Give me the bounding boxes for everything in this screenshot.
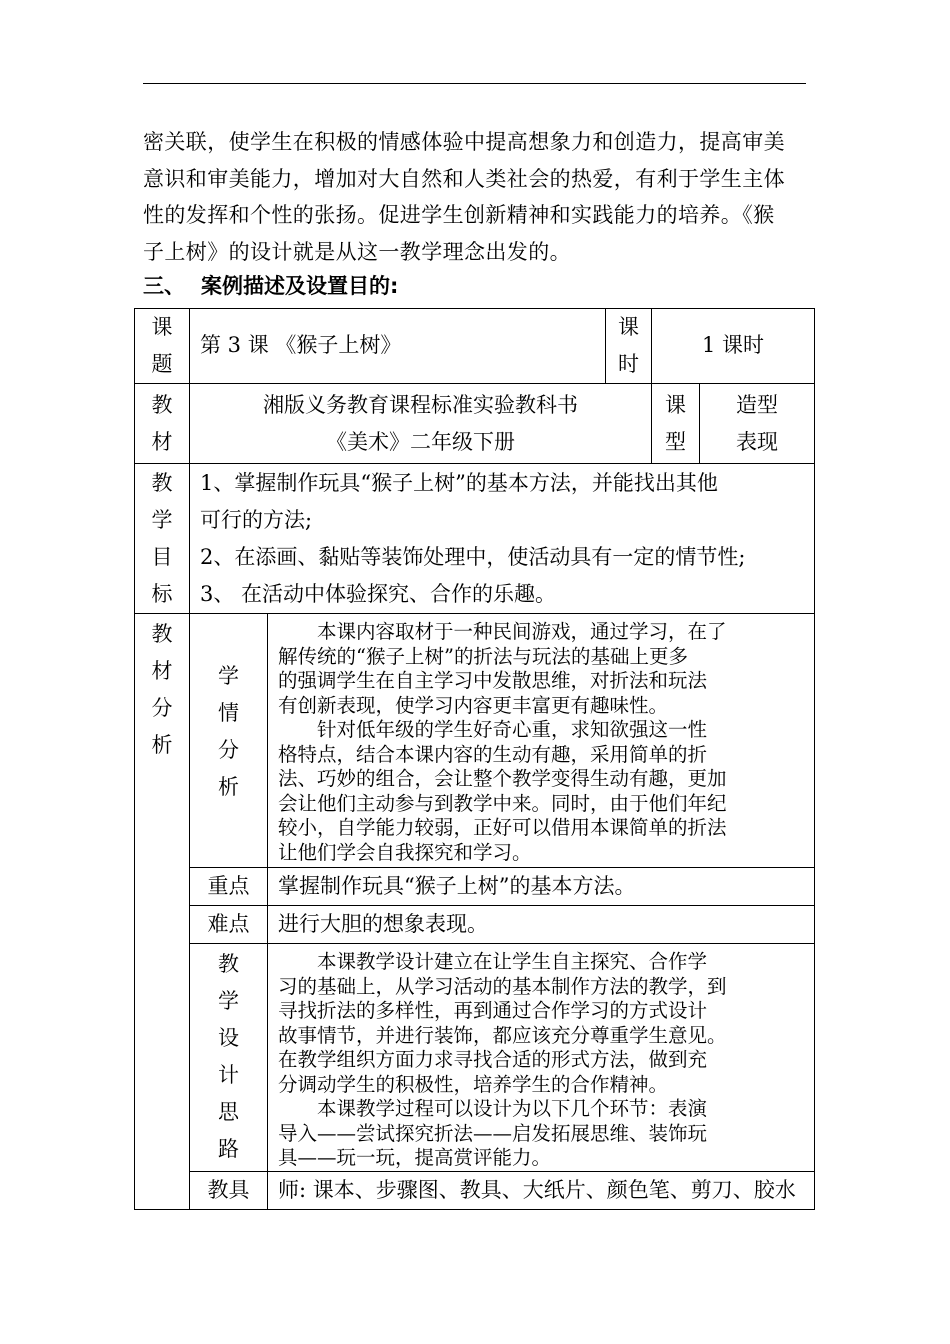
intro-line: 子上树》的设计就是从这一教学理念出发的。: [143, 239, 571, 264]
goal-line: 1、掌握制作玩具“猴子上树”的基本方法，并能找出其他: [200, 470, 718, 495]
row-material: [135, 384, 815, 464]
goal-line: 2、在添画、黏贴等装饰处理中，使活动具有一定的情节性;: [200, 544, 746, 569]
learner-line: 格特点，结合本课内容的生动有趣，采用简单的折: [278, 742, 708, 766]
lesson-label: 课题: [135, 309, 190, 384]
row-lesson: [135, 309, 815, 384]
key-value: 掌握制作玩具“猴子上树”的基本方法。: [268, 868, 815, 906]
goals-value: [190, 464, 815, 614]
material-line-2: 《美术》二年级下册: [326, 429, 515, 454]
design-line: 寻找折法的多样性，再到通过合作学习的方式设计: [278, 999, 708, 1022]
learner-line: 法、巧妙的组合，会让整个教学变得生动有趣，更加: [278, 767, 727, 790]
intro-paragraph: [143, 124, 806, 270]
row-key: [135, 868, 815, 906]
material-label: 教材: [135, 384, 190, 464]
learner-line: 解传统的“猴子上树”的折法与玩法的基础上更多: [278, 644, 688, 668]
type-value: 造型表现: [700, 384, 815, 464]
row-learner: [135, 614, 815, 868]
design-text: [268, 944, 815, 1172]
learner-line: 让他们学会自我探究和学习。: [278, 840, 532, 864]
design-line: 在教学组织方面力求寻找合适的形式方法，做到充: [278, 1048, 708, 1071]
material-value: [190, 384, 652, 464]
design-line: 本课教学过程可以设计为以下几个环节：表演: [317, 1097, 708, 1120]
design-line: 导入——尝试探究折法——启发拓展思维、装饰玩: [278, 1121, 708, 1145]
learner-line: 本课内容取材于一种民间游戏，通过学习，在了: [317, 620, 727, 643]
hour-value: 1 课时: [652, 309, 815, 384]
type-label: 课型: [652, 384, 700, 464]
row-design: [135, 944, 815, 1172]
design-line: 故事情节，并进行装饰，都应该充分尊重学生意见。: [278, 1023, 727, 1047]
intro-line: 性的发挥和个性的张扬。促进学生创新精神和实践能力的培养。《猴: [143, 203, 775, 227]
learner-line: 针对低年级的学生好奇心重，求知欲强这一性: [317, 718, 708, 741]
design-line: 本课教学设计建立在让学生自主探究、合作学: [317, 950, 708, 973]
lesson-table: [134, 308, 815, 1210]
section-title: 案例描述及设置目的:: [201, 274, 399, 298]
design-line: 分调动学生的积极性，培养学生的合作精神。: [278, 1072, 669, 1096]
learner-line: 会让他们主动参与到教学中来。同时，由于他们年纪: [278, 791, 727, 815]
section-number: 三、: [143, 274, 185, 298]
analysis-label: 教材分析: [135, 614, 190, 1210]
goal-line: 可行的方法;: [200, 507, 313, 532]
header-rule: [143, 83, 806, 84]
learner-line: 有创新表现，使学习内容更丰富更有趣味性。: [278, 693, 669, 717]
goal-line: 3、 在活动中体验探究、合作的乐趣。: [200, 581, 557, 606]
hour-label: 课时: [606, 309, 652, 384]
difficulty-value: 进行大胆的想象表现。: [268, 906, 815, 944]
row-goals: [135, 464, 815, 614]
row-difficulty: [135, 906, 815, 944]
goals-label: 教学目标: [135, 464, 190, 614]
intro-line: 密关联，使学生在积极的情感体验中提高想象力和创造力，提高审美: [143, 130, 785, 154]
tools-label: 教具: [190, 1172, 268, 1210]
intro-line: 意识和审美能力，增加对大自然和人类社会的热爱，有利于学生主体: [143, 166, 785, 191]
row-tools: [135, 1172, 815, 1210]
key-label: 重点: [190, 868, 268, 906]
learner-text: [268, 614, 815, 868]
learner-line: 的强调学生在自主学习中发散思维，对折法和玩法: [278, 669, 708, 692]
section-heading: [143, 270, 398, 302]
learner-line: 较小，自学能力较弱，正好可以借用本课简单的折法: [278, 816, 727, 839]
design-line: 习的基础上，从学习活动的基本制作方法的教学，到: [278, 974, 727, 998]
design-label: 教学设计思路: [190, 944, 268, 1172]
tools-value: 师: 课本、步骤图、教具、大纸片、颜色笔、剪刀、胶水: [268, 1172, 815, 1210]
difficulty-label: 难点: [190, 906, 268, 944]
design-line: 具——玩一玩，提高赏评能力。: [278, 1146, 552, 1169]
lesson-value: 第 3 课 《猴子上树》: [190, 309, 606, 384]
learner-label: 学情分析: [190, 614, 268, 868]
material-line-1: 湘版义务教育课程标准实验教科书: [263, 392, 578, 417]
